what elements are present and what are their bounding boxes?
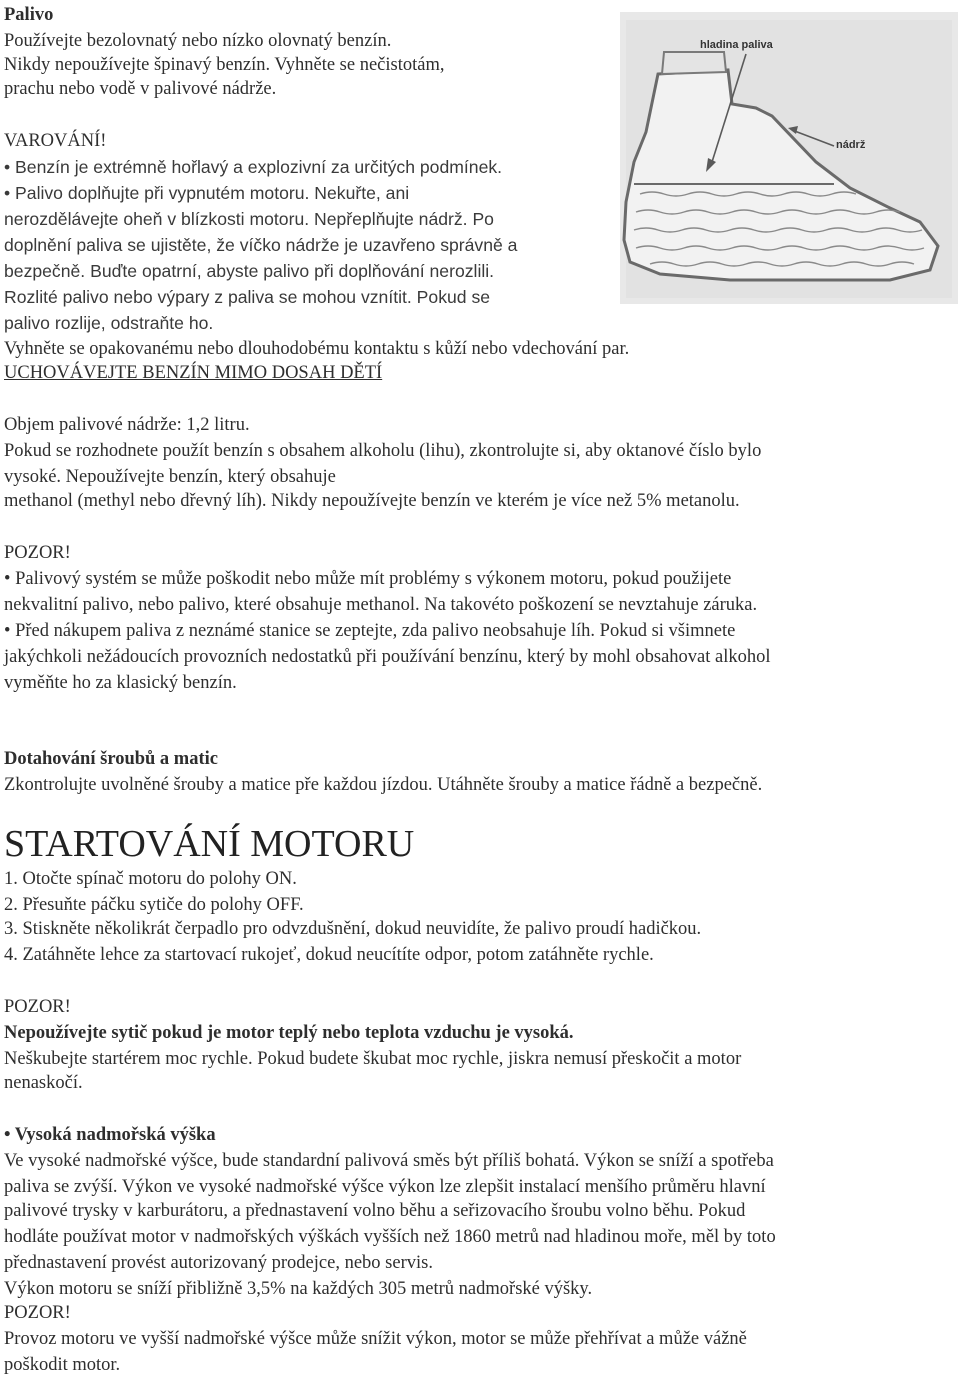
children-warning: UCHOVÁVEJTE BENZÍN MIMO DOSAH DĚTÍ [4,363,383,383]
fuel-text-line: Nikdy nepoužívejte špinavý benzín. Vyhněte se nečistotám, [4,55,445,75]
warning-line: doplnění paliva se ujistěte, že víčko nádrže je uzavřeno správně a [4,235,518,255]
altitude-caution-line: poškodit motor. [4,1355,121,1375]
altitude-line: hodláte používat motor v nadmořských výškách vyšších než 1860 metrů nad hladinou moře, měl by toto [4,1227,776,1247]
warning-line: bezpečně. Buďte opatrní, abyste palivo při doplňování nerozlili. [4,261,495,281]
alcohol-line: vysoké. Nepoužívejte benzín, který obsahuje [4,467,336,487]
start-step: 3. Stiskněte několikrát čerpadlo pro odvzdušnění, dokud neuvidíte, že palivo proudí hadičkou. [4,919,702,939]
bolts-title: Dotahování šroubů a matic [4,749,218,769]
caution-line: vyměňte ho za klasický benzín. [4,673,237,693]
caution-line: jakýchkoli nežádoucích provozních nedostatků při používání benzínu, který by mohl obsahovat alkohol [4,647,771,667]
fuel-tank-figure [620,12,958,304]
fuel-title: Palivo [4,5,54,25]
start-step: 4. Zatáhněte lehce za startovací rukojeť, dokud neucítíte odpor, potom zatáhněte rychle. [4,945,654,965]
tank-volume: Objem palivové nádrže: 1,2 litru. [4,415,250,435]
altitude-line: přednastavení provést autorizovaný prodejce, nebo servis. [4,1253,433,1273]
altitude-line: paliva se zvýší. Výkon ve vysoké nadmořské výšce výkon lze zlepšit instalací menšího průměru hlavní [4,1177,766,1197]
warning-line: Vyhněte se opakovanému nebo dlouhodobému kontaktu s kůží nebo vdechování par. [4,339,630,359]
altitude-line: Výkon motoru se sníží přibližně 3,5% na každých 305 metrů nadmořské výšky. [4,1279,593,1299]
alcohol-line: Pokud se rozhodnete použít benzín s obsahem alkoholu (lihu), zkontrolujte si, aby oktanové číslo bylo [4,441,762,461]
fuel-text-line: Používejte bezolovnatý nebo nízko olovnatý benzín. [4,31,392,51]
figure-label-level: hladina paliva [700,39,773,51]
start-caution-line: nenaskočí. [4,1073,83,1093]
caution-title: POZOR! [4,543,71,563]
start-title: STARTOVÁNÍ MOTORU [4,823,415,865]
warning-line: • Palivo doplňujte při vypnutém motoru. Nekuřte, ani [4,183,410,203]
start-step: 2. Přesuňte páčku sytiče do polohy OFF. [4,895,304,915]
warning-title: VAROVÁNÍ! [4,131,107,151]
altitude-line: palivové trysky v karburátoru, a přednastavení volno běhu a seřizovacího šroubu volno běhu. Pokud [4,1201,746,1221]
fuel-text-line: prachu nebo vodě v palivové nádrže. [4,79,277,99]
warning-line: palivo rozlije, odstraňte ho. [4,313,214,333]
caution-line: nekvalitní palivo, nebo palivo, které obsahuje methanol. Na takovéto poškození se nevztahuje záruka. [4,595,758,615]
altitude-caution-line: Provoz motoru ve vyšší nadmořské výšce může snížit výkon, motor se může přehřívat a může vážně [4,1329,747,1349]
caution-line: • Palivový systém se může poškodit nebo může mít problémy s výkonem motoru, pokud použijete [4,569,732,589]
warning-line: • Benzín je extrémně hořlavý a explozivní za určitých podmínek. [4,157,503,177]
altitude-caution-title: POZOR! [4,1303,71,1323]
caution-line: • Před nákupem paliva z neznámé stanice se zeptejte, zda palivo neobsahuje líh. Pokud si všimnete [4,621,736,641]
start-caution-line: Neškubejte startérem moc rychle. Pokud budete škubat moc rychle, jiskra nemusí přeskočit a motor [4,1049,742,1069]
warning-line: nerozdělávejte oheň v blízkosti motoru. Nepřeplňujte nádrž. Po [4,209,494,229]
altitude-title: • Vysoká nadmořská výška [4,1125,216,1145]
bolts-text: Zkontrolujte uvolněné šrouby a matice pře každou jízdou. Utáhněte šrouby a matice řádně a bezpečně. [4,775,763,795]
start-step: 1. Otočte spínač motoru do polohy ON. [4,869,297,889]
start-caution-bold: Nepoužívejte sytič pokud je motor teplý nebo teplota vzduchu je vysoká. [4,1023,574,1043]
figure-label-tank: nádrž [836,139,866,151]
start-caution-title: POZOR! [4,997,71,1017]
altitude-line: Ve vysoké nadmořské výšce, bude standardní palivová směs být příliš bohatá. Výkon se sníží a spotřeba [4,1151,774,1171]
alcohol-line: methanol (methyl nebo dřevný líh). Nikdy nepoužívejte benzín ve kterém je více než 5% metanolu. [4,491,740,511]
warning-line: Rozlité palivo nebo výpary z paliva se mohou vznítit. Pokud se [4,287,491,307]
